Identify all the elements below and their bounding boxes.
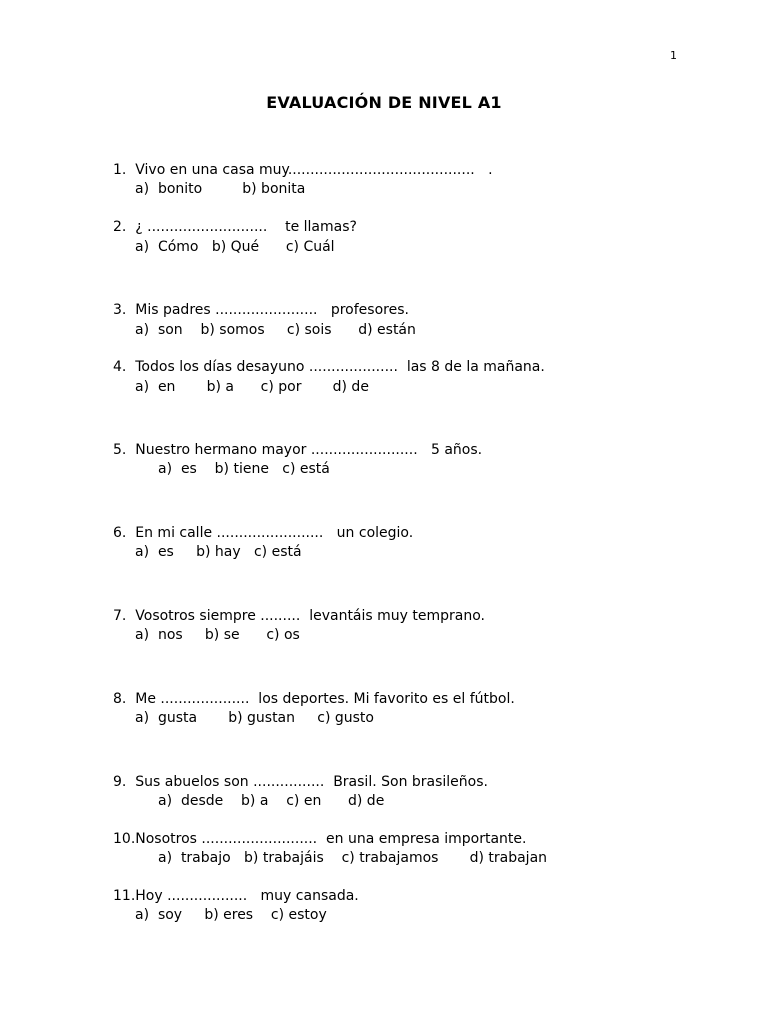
question-6-stem: 6. En mi calle ........................ un colegio.	[113, 525, 414, 541]
question-11-stem: 11.Hoy .................. muy cansada.	[113, 888, 359, 904]
question-9-stem: 9. Sus abuelos son ................ Brasil. Son brasileños.	[113, 774, 488, 790]
question-6-options: a) es b) hay c) está	[135, 544, 302, 560]
question-8-options: a) gusta b) gustan c) gusto	[135, 710, 374, 726]
question-4-options: a) en b) a c) por d) de	[135, 379, 369, 395]
question-1-stem: 1. Vivo en una casa muy.......................................... .	[113, 162, 493, 178]
question-5-stem: 5. Nuestro hermano mayor ........................ 5 años.	[113, 442, 483, 458]
question-1-options: a) bonito b) bonita	[135, 181, 306, 197]
question-10-options: a) trabajo b) trabajáis c) trabajamos d) trabajan	[158, 850, 548, 866]
question-8-stem: 8. Me .................... los deportes. Mi favorito es el fútbol.	[113, 691, 515, 707]
question-3-stem: 3. Mis padres ....................... profesores.	[113, 302, 409, 318]
page-title: EVALUACIÓN DE NIVEL A1	[266, 93, 502, 112]
question-2-options: a) Cómo b) Qué c) Cuál	[135, 239, 335, 255]
question-10-stem: 10.Nosotros .......................... en una empresa importante.	[113, 831, 527, 847]
question-9-options: a) desde b) a c) en d) de	[158, 793, 385, 809]
question-7-stem: 7. Vosotros siempre ......... levantáis muy temprano.	[113, 608, 485, 624]
question-7-options: a) nos b) se c) os	[135, 627, 300, 643]
question-3-options: a) son b) somos c) sois d) están	[135, 322, 416, 338]
question-2-stem: 2. ¿ ........................... te llamas?	[113, 219, 357, 235]
page-number: 1	[670, 49, 677, 62]
question-4-stem: 4. Todos los días desayuno .................... las 8 de la mañana.	[113, 359, 545, 375]
question-5-options: a) es b) tiene c) está	[158, 461, 330, 477]
question-11-options: a) soy b) eres c) estoy	[135, 907, 327, 923]
